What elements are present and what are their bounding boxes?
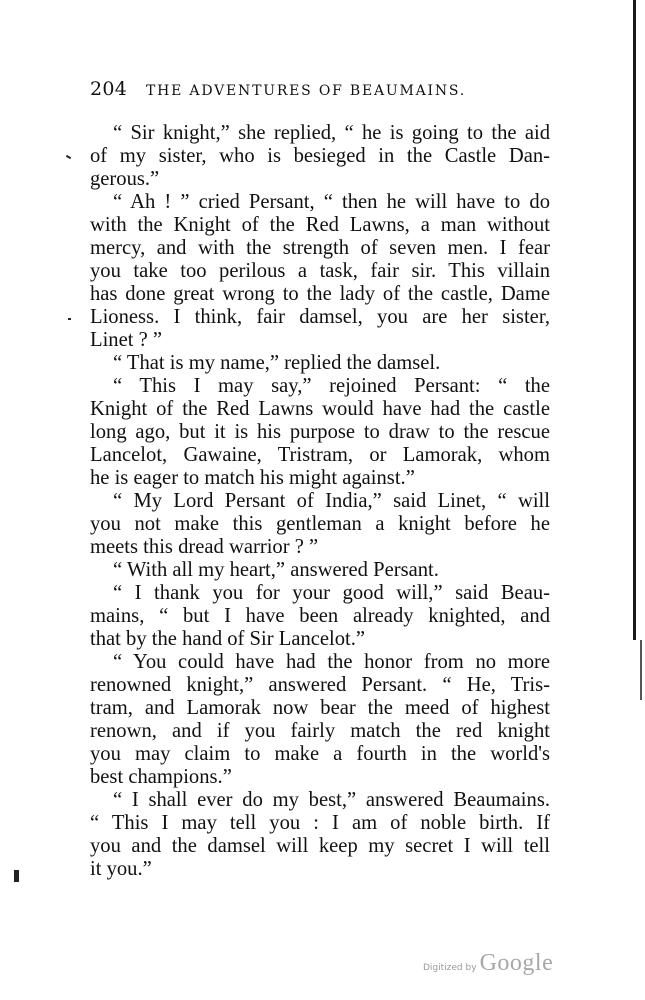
text-line: you take too perilous a task, fair sir. This villain — [90, 260, 550, 282]
running-head: THE ADVENTURES OF BEAUMAINS. — [146, 83, 467, 99]
text-line: “ You could have had the honor from no more — [113, 651, 550, 673]
text-line: “ My Lord Persant of India,” said Linet, “ will — [113, 490, 550, 512]
google-logo: Google — [479, 950, 554, 976]
text-line: long ago, but it is his purpose to draw to the rescue — [90, 421, 550, 443]
text-line: that by the hand of Sir Lancelot.” — [90, 628, 366, 650]
text-line: mercy, and with the strength of seven men. I fear — [90, 237, 550, 259]
page-edge-line-lower — [640, 640, 642, 700]
body-text — [90, 122, 550, 881]
page-number: 204 — [90, 78, 128, 100]
text-line: Lioness. I think, fair damsel, you are her sister, — [90, 306, 550, 328]
text-line: meets this dread warrior ? ” — [90, 536, 319, 558]
text-line: renowned knight,” answered Persant. “ He, Tris- — [90, 674, 550, 696]
digitized-watermark — [423, 950, 553, 977]
watermark-prefix: Digitized by — [423, 963, 477, 973]
page-header — [90, 78, 550, 108]
text-line: Linet ? ” — [90, 329, 163, 351]
text-line: “ With all my heart,” answered Persant. — [113, 559, 439, 581]
text-line: you may claim to make a fourth in the world's — [90, 743, 550, 765]
scan-speck — [68, 318, 71, 320]
text-line: gerous.” — [90, 168, 160, 190]
scan-speck — [66, 155, 71, 159]
text-line: Lancelot, Gawaine, Tristram, or Lamorak, whom — [90, 444, 550, 466]
text-line: “ Sir knight,” she replied, “ he is going to the aid — [113, 122, 550, 144]
text-line: you and the damsel will keep my secret I will tell — [90, 835, 550, 857]
page-edge-line — [633, 0, 636, 640]
text-line: “ I thank you for your good will,” said Beau- — [113, 582, 550, 604]
text-line: “ This I may tell you : I am of noble birth. If — [90, 812, 550, 834]
text-line: he is eager to match his might against.” — [90, 467, 415, 489]
text-line: it you.” — [90, 858, 152, 880]
text-line: “ I shall ever do my best,” answered Beaumains. — [113, 789, 550, 811]
text-line: mains, “ but I have been already knighted, and — [90, 605, 550, 627]
text-line: with the Knight of the Red Lawns, a man without — [90, 214, 550, 236]
text-line: tram, and Lamorak now bear the meed of highest — [90, 697, 550, 719]
text-line: “ That is my name,” replied the damsel. — [113, 352, 441, 374]
text-line: of my sister, who is besieged in the Castle Dan- — [90, 145, 550, 167]
text-line: “ Ah ! ” cried Persant, “ then he will have to do — [113, 191, 550, 213]
text-line: best champions.” — [90, 766, 232, 788]
text-line: has done great wrong to the lady of the castle, Dame — [90, 283, 550, 305]
text-line: renown, and if you fairly match the red knight — [90, 720, 550, 742]
text-line: “ This I may say,” rejoined Persant: “ the — [113, 375, 550, 397]
text-line: Knight of the Red Lawns would have had the castle — [90, 398, 550, 420]
text-line: you not make this gentleman a knight before he — [90, 513, 550, 535]
scan-speck — [14, 870, 19, 882]
